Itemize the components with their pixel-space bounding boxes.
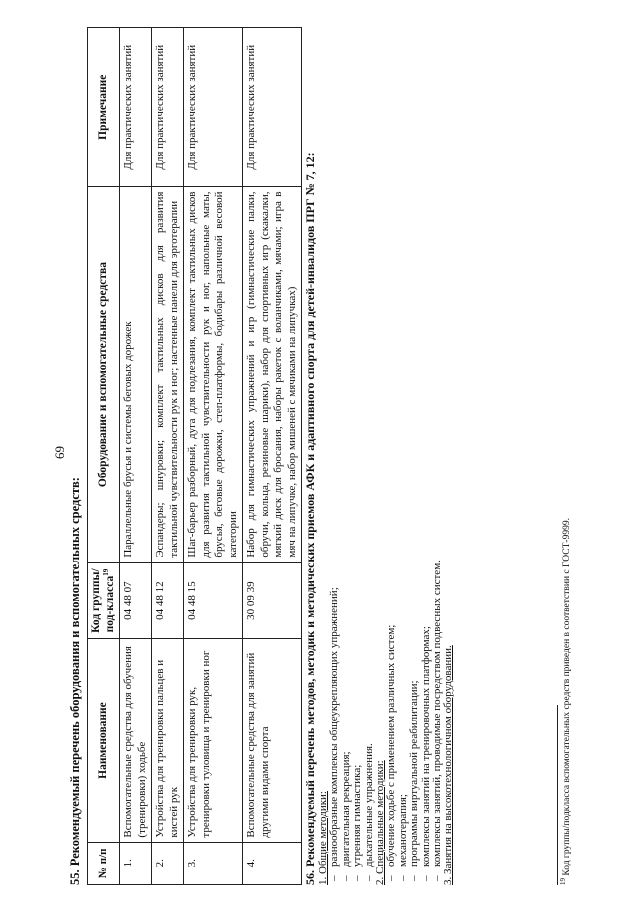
row-equipment: Набор для гимнастических упражнений и игр (гимнастические палки, обручи, кольца, резиновые шарики), набор для спортивных игр (скакалки, мягкий диск для бросания, наборы ракеток с воланчиками, мячами; игра в мяч на липучке, набор мишеней с мячиками на липучках) <box>243 187 302 562</box>
row-note: Для практических занятий <box>152 28 184 188</box>
footnote-mark: 19 <box>558 878 567 885</box>
row-code: 04 48 07 <box>120 562 152 639</box>
row-equipment: Эспандеры; шнуровки; комплект тактильных дисков для развития тактильной чувствительности рук и ног; настенные панели для эрготерапии <box>152 187 184 562</box>
section-55-title: 55. Рекомендуемый перечень оборудования и вспомогательных средств: <box>68 477 82 885</box>
row-num: 3. <box>184 842 243 884</box>
hightech-methods-header: 3. Занятия на высокотехнологичном оборудовании. <box>442 645 455 885</box>
list-item: – механотерапия; <box>398 285 409 885</box>
footnote-text: Код группы/подкласса вспомогательных средств приведен в соответствии с ГОСТ-9999. <box>562 518 572 878</box>
row-name: Устройства для тренировки пальцев и кистей рук <box>152 639 184 842</box>
row-num: 2. <box>152 842 184 884</box>
row-equipment: Шаг-барьер разборный, дуга для подлезания, комплект тактильных дисков для развития тактильной чувствительности рук и ног, напольные маты, брусья, беговые дорожки, степ-платформы, бодибары различной весовой категории <box>184 187 243 562</box>
table-row <box>243 28 302 885</box>
list-item: – дыхательные упражнения. <box>364 285 375 885</box>
footnote <box>558 518 572 885</box>
equipment-table <box>87 27 302 885</box>
table-header-row <box>88 28 120 885</box>
list-item: – двигательная рекреация; <box>341 285 352 885</box>
methods-lists <box>318 285 455 885</box>
row-note: Для практических занятий <box>120 28 152 188</box>
row-equipment: Параллельные брусья и системы беговых дорожек <box>120 187 152 562</box>
table-row <box>120 28 152 885</box>
list-item: – обучение ходьбе с применением различных систем; <box>386 285 397 885</box>
list-item: – программы виртуальной реабилитации; <box>409 285 420 885</box>
row-num: 4. <box>243 842 302 884</box>
col-header-code <box>88 562 120 639</box>
special-methods-header: 2. Специальные методики: <box>374 760 387 885</box>
table-row <box>184 28 243 885</box>
col-header-num: № п/п <box>88 842 120 884</box>
list-item: – комплексы занятий, проводимые посредством подвесных систем. <box>432 285 443 885</box>
col-header-note: Примечание <box>88 28 120 188</box>
col-header-name: Наименование <box>88 639 120 842</box>
row-note: Для практических занятий <box>184 28 243 188</box>
footnote-ref: 19 <box>101 568 110 576</box>
footnote-divider <box>557 705 558 885</box>
row-num: 1. <box>120 842 152 884</box>
general-methods-header: 1. Общие методики: <box>317 791 329 885</box>
list-item: – комплексы занятий на тренировочных платформах; <box>421 285 432 885</box>
section-56-title: 56. Рекомендуемый перечень методов, методик и методических приемов АФК и адаптивного спорта для детей-инвалидов ПРГ № 7, 12: <box>303 152 317 885</box>
row-name: Вспомогательные средства для занятий другими видами спорта <box>243 639 302 842</box>
row-name: Вспомогательные средства для обучения (тренировки) ходьбе <box>120 639 152 842</box>
row-code: 30 09 39 <box>243 562 302 639</box>
list-item: – разнообразные комплексы общеукрепляющих упражнений; <box>329 285 340 885</box>
row-code: 04 48 12 <box>152 562 184 639</box>
col-header-code-text: Код группы/под-класса <box>90 568 116 633</box>
page-number: 69 <box>52 446 67 459</box>
col-header-equipment: Оборудование и вспомогательные средства <box>88 187 120 562</box>
table-row <box>152 28 184 885</box>
list-item: – утренняя гимнастика; <box>352 285 363 885</box>
row-code: 04 48 15 <box>184 562 243 639</box>
row-name: Устройства для тренировки рук, тренировки туловища и тренировки ног <box>184 639 243 842</box>
row-note: Для практических занятий <box>243 28 302 188</box>
